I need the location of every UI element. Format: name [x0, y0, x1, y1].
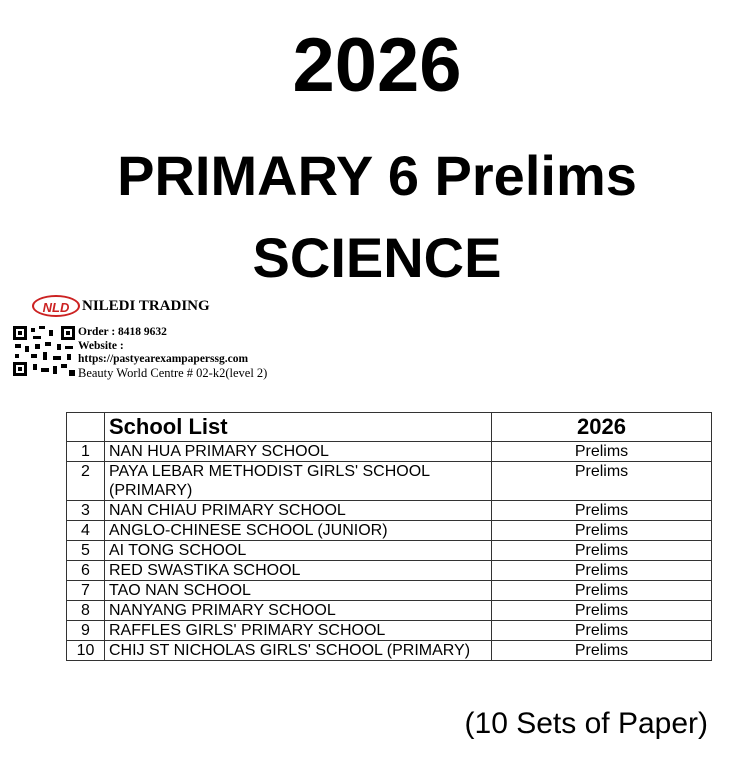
- row-number: 2: [67, 462, 105, 501]
- title-main: PRIMARY 6 Prelims: [117, 144, 637, 207]
- paper-status: Prelims: [492, 621, 712, 641]
- school-name: CHIJ ST NICHOLAS GIRLS' SCHOOL (PRIMARY): [105, 641, 492, 661]
- school-name: PAYA LEBAR METHODIST GIRLS' SCHOOL (PRIMARY): [105, 462, 492, 501]
- table-row: [67, 621, 712, 641]
- header-year: 2026: [492, 413, 712, 442]
- title-year: 2026: [292, 23, 462, 108]
- table-row: [67, 501, 712, 521]
- vendor-order: Order : 8418 9632: [78, 326, 167, 338]
- vendor-info: [8, 292, 318, 402]
- vendor-name: NILEDI TRADING: [82, 298, 210, 314]
- paper-status: Prelims: [492, 442, 712, 462]
- row-number: 10: [67, 641, 105, 661]
- paper-status: Prelims: [492, 462, 712, 501]
- table-row: [67, 462, 712, 501]
- nld-logo: NLD: [32, 295, 80, 317]
- table-row: [67, 521, 712, 541]
- table-row: [67, 581, 712, 601]
- table-row: [67, 641, 712, 661]
- table-row: [67, 541, 712, 561]
- table-header-row: [67, 413, 712, 442]
- paper-status: Prelims: [492, 601, 712, 621]
- school-name: NAN CHIAU PRIMARY SCHOOL: [105, 501, 492, 521]
- vendor-website[interactable]: https://pastyearexampaperssg.com: [78, 353, 249, 365]
- school-name: ANGLO-CHINESE SCHOOL (JUNIOR): [105, 521, 492, 541]
- school-name: RAFFLES GIRLS' PRIMARY SCHOOL: [105, 621, 492, 641]
- row-number: 3: [67, 501, 105, 521]
- paper-status: Prelims: [492, 541, 712, 561]
- school-list-table: [66, 412, 712, 661]
- row-number: 6: [67, 561, 105, 581]
- row-number: 8: [67, 601, 105, 621]
- qr-code-icon: [13, 326, 75, 376]
- table-row: [67, 601, 712, 621]
- row-number: 9: [67, 621, 105, 641]
- sets-count-note: (10 Sets of Paper): [464, 707, 708, 740]
- table-row: [67, 561, 712, 581]
- paper-status: Prelims: [492, 521, 712, 541]
- row-number: 4: [67, 521, 105, 541]
- school-name: NANYANG PRIMARY SCHOOL: [105, 601, 492, 621]
- school-name: RED SWASTIKA SCHOOL: [105, 561, 492, 581]
- school-name: NAN HUA PRIMARY SCHOOL: [105, 442, 492, 462]
- school-name: AI TONG SCHOOL: [105, 541, 492, 561]
- header-num: [67, 413, 105, 442]
- vendor-website-label: Website :: [78, 339, 124, 352]
- row-number: 5: [67, 541, 105, 561]
- title-subject: SCIENCE: [252, 226, 502, 289]
- row-number: 1: [67, 442, 105, 462]
- header-school-list: School List: [105, 413, 492, 442]
- paper-status: Prelims: [492, 581, 712, 601]
- table-row: [67, 442, 712, 462]
- school-name: TAO NAN SCHOOL: [105, 581, 492, 601]
- paper-status: Prelims: [492, 641, 712, 661]
- paper-status: Prelims: [492, 561, 712, 581]
- vendor-location: Beauty World Centre # 02-k2(level 2): [78, 365, 268, 380]
- row-number: 7: [67, 581, 105, 601]
- paper-status: Prelims: [492, 501, 712, 521]
